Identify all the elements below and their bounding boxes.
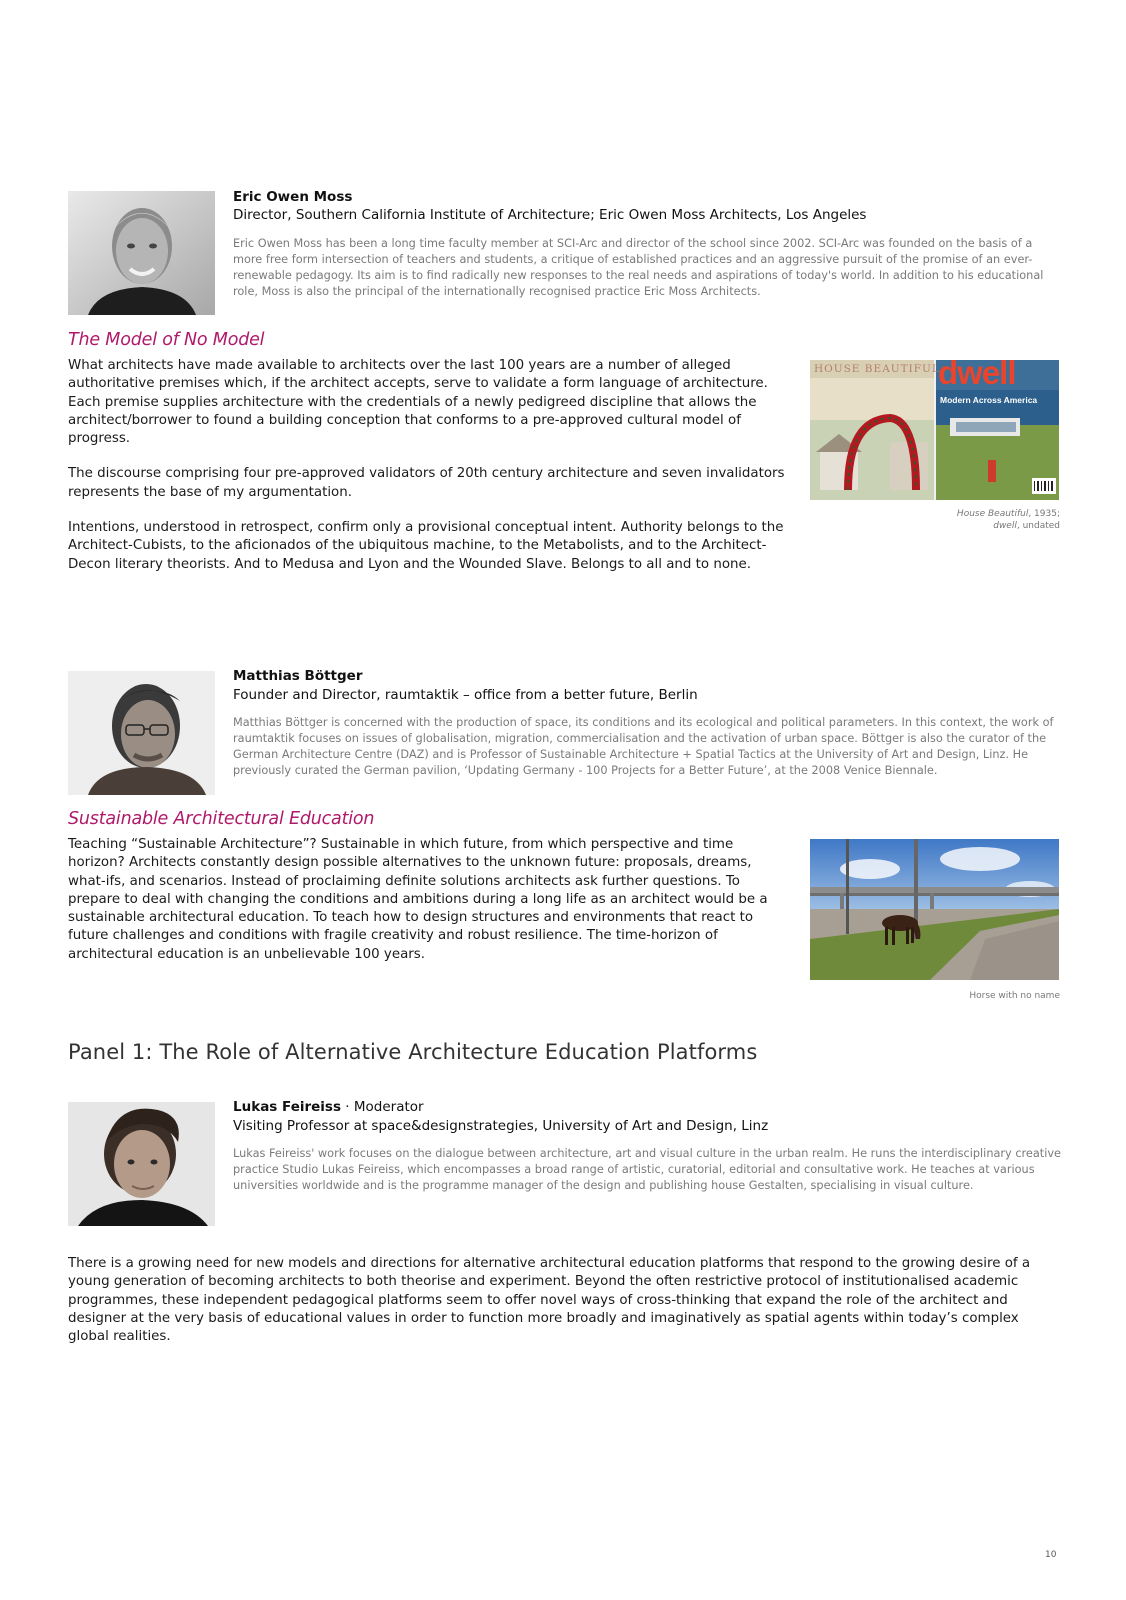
speaker-role: Visiting Professor at space&designstrategies, University of Art and Design, Linz xyxy=(233,1118,769,1134)
magazine-right-subtitle: Modern Across America xyxy=(940,395,1038,405)
paragraph: Intentions, understood in retrospect, confirm only a provisional conceptual intent. Authority belongs to the Architect-Cubists, to the aficionados of the ubiquitous machine, to the Metabolists, and to the Architect-Decon literary theorists. And to Medusa and Lyon and the Wounded Slave. Belongs to all and to none. xyxy=(68,520,784,572)
caption-text: , 1935; xyxy=(1028,509,1060,519)
caption-text: , undated xyxy=(1016,521,1060,531)
speaker-name: Eric Owen Moss xyxy=(233,189,353,205)
speaker-name-suffix: · Moderator xyxy=(341,1099,424,1115)
portrait-matthias-bottger xyxy=(68,671,215,795)
magazine-left-title: HOUSE BEAUTIFUL xyxy=(814,363,940,375)
portrait-lukas-feireiss xyxy=(68,1102,215,1226)
speaker-role: Founder and Director, raumtaktik – office from a better future, Berlin xyxy=(233,687,698,703)
panel-description: There is a growing need for new models and directions for alternative architectural education platforms that respond to the growing desire of a young generation of becoming architects to both theorise and experiment. Beyond the often restrictive protocol of institutionalised academic programmes, these independent pedagogical platforms seem to offer novel ways of cross-thinking that expand the role of the architect and designer at the very basis of educational values in order to function more broadly and imaginatively as spatial agents within today’s complex global realities. xyxy=(68,1256,1031,1345)
speaker-name: Matthias Böttger xyxy=(233,668,363,684)
caption-italic: House Beautiful xyxy=(956,509,1029,519)
section-heading: Sustainable Architectural Education xyxy=(68,809,375,829)
section-body xyxy=(68,357,791,591)
portrait-eric-owen-moss xyxy=(68,191,215,315)
panel-title: Panel 1: The Role of Alternative Architecture Education Platforms xyxy=(68,1040,758,1064)
image-caption xyxy=(910,508,1060,532)
caption-italic: dwell xyxy=(993,521,1017,531)
speaker-bio: Matthias Böttger is concerned with the production of space, its conditions and its ecological and political parameters. In this context, the work of raumtaktik focuses on issues of globalisation, migration, commercialisation and the activation of urban space. Böttger is also the curator of the German Architecture Centre (DAZ) and is Professor of Sustainable Architecture + Spatial Tactics at the University of Art and Design, Linz. He previously curated the German pavilion, ‘Updating Germany - 100 Projects for a Better Future’, at the 2008 Venice Biennale. xyxy=(233,716,1054,777)
paragraph: The discourse comprising four pre-approved validators of 20th century architecture and seven invalidators represents the base of my argumentation. xyxy=(68,466,785,500)
speaker-name-text: Lukas Feireiss xyxy=(233,1099,342,1115)
magazine-right-title: dwell xyxy=(938,360,1016,391)
speaker-name xyxy=(233,1098,424,1116)
section-heading: The Model of No Model xyxy=(68,330,265,350)
paragraph: Teaching “Sustainable Architecture”? Sustainable in which future, from which perspective and time horizon? Architects constantly design possible alternatives to the unknown future: proposals, dreams, what-ifs, and scenarios. Instead of proclaiming definite solutions architects ask further questions. To prepare to deal with changing the conditions and ambitions during a long life as an architect would be a sustainable architectural education. To teach how to design structures and environments that react to future challenges and conditions with fragile creativity and robust resilience. The time-horizon of architectural education is an unbelievable 100 years. xyxy=(68,837,768,962)
section-body xyxy=(68,836,778,981)
paragraph: What architects have made available to architects over the last 100 years are a number of alleged authoritative premises which, if the architect accepts, serve to validate a form language of architecture. Each premise supplies architecture with the credentials of a newly pedigreed discipline that allows the architect/borrower to found a building conception that conforms to a pre-approved cultural model of progress. xyxy=(68,358,768,447)
page-number: 10 xyxy=(1045,1550,1057,1560)
speaker-bio: Eric Owen Moss has been a long time faculty member at SCI-Arc and director of the school since 2002. SCI-Arc was founded on the basis of a more free form intersection of teachers and students, a critique of established practices and an aggressive pursuit of the promise of an ever-renewable pedagogy. Its aim is to find radically new responses to the real needs and aspirations of today's world. In addition to his educational role, Moss is also the principal of the internationally recognised practice Eric Moss Architects. xyxy=(233,237,1044,298)
magazine-covers-image xyxy=(810,360,1059,500)
image-caption: Horse with no name xyxy=(969,991,1060,1001)
speaker-role: Director, Southern California Institute of Architecture; Eric Owen Moss Architects, Los Angeles xyxy=(233,207,867,223)
horse-photo xyxy=(810,839,1059,980)
speaker-bio: Lukas Feireiss' work focuses on the dialogue between architecture, art and visual culture in the urban realm. He runs the interdisciplinary creative practice Studio Lukas Feireiss, which encompasses a broad range of artistic, curatorial, editorial and consultative work. He teaches at various universities worldwide and is the programme manager of the design and publishing house Gestalten, specialising in visual culture. xyxy=(233,1147,1062,1192)
